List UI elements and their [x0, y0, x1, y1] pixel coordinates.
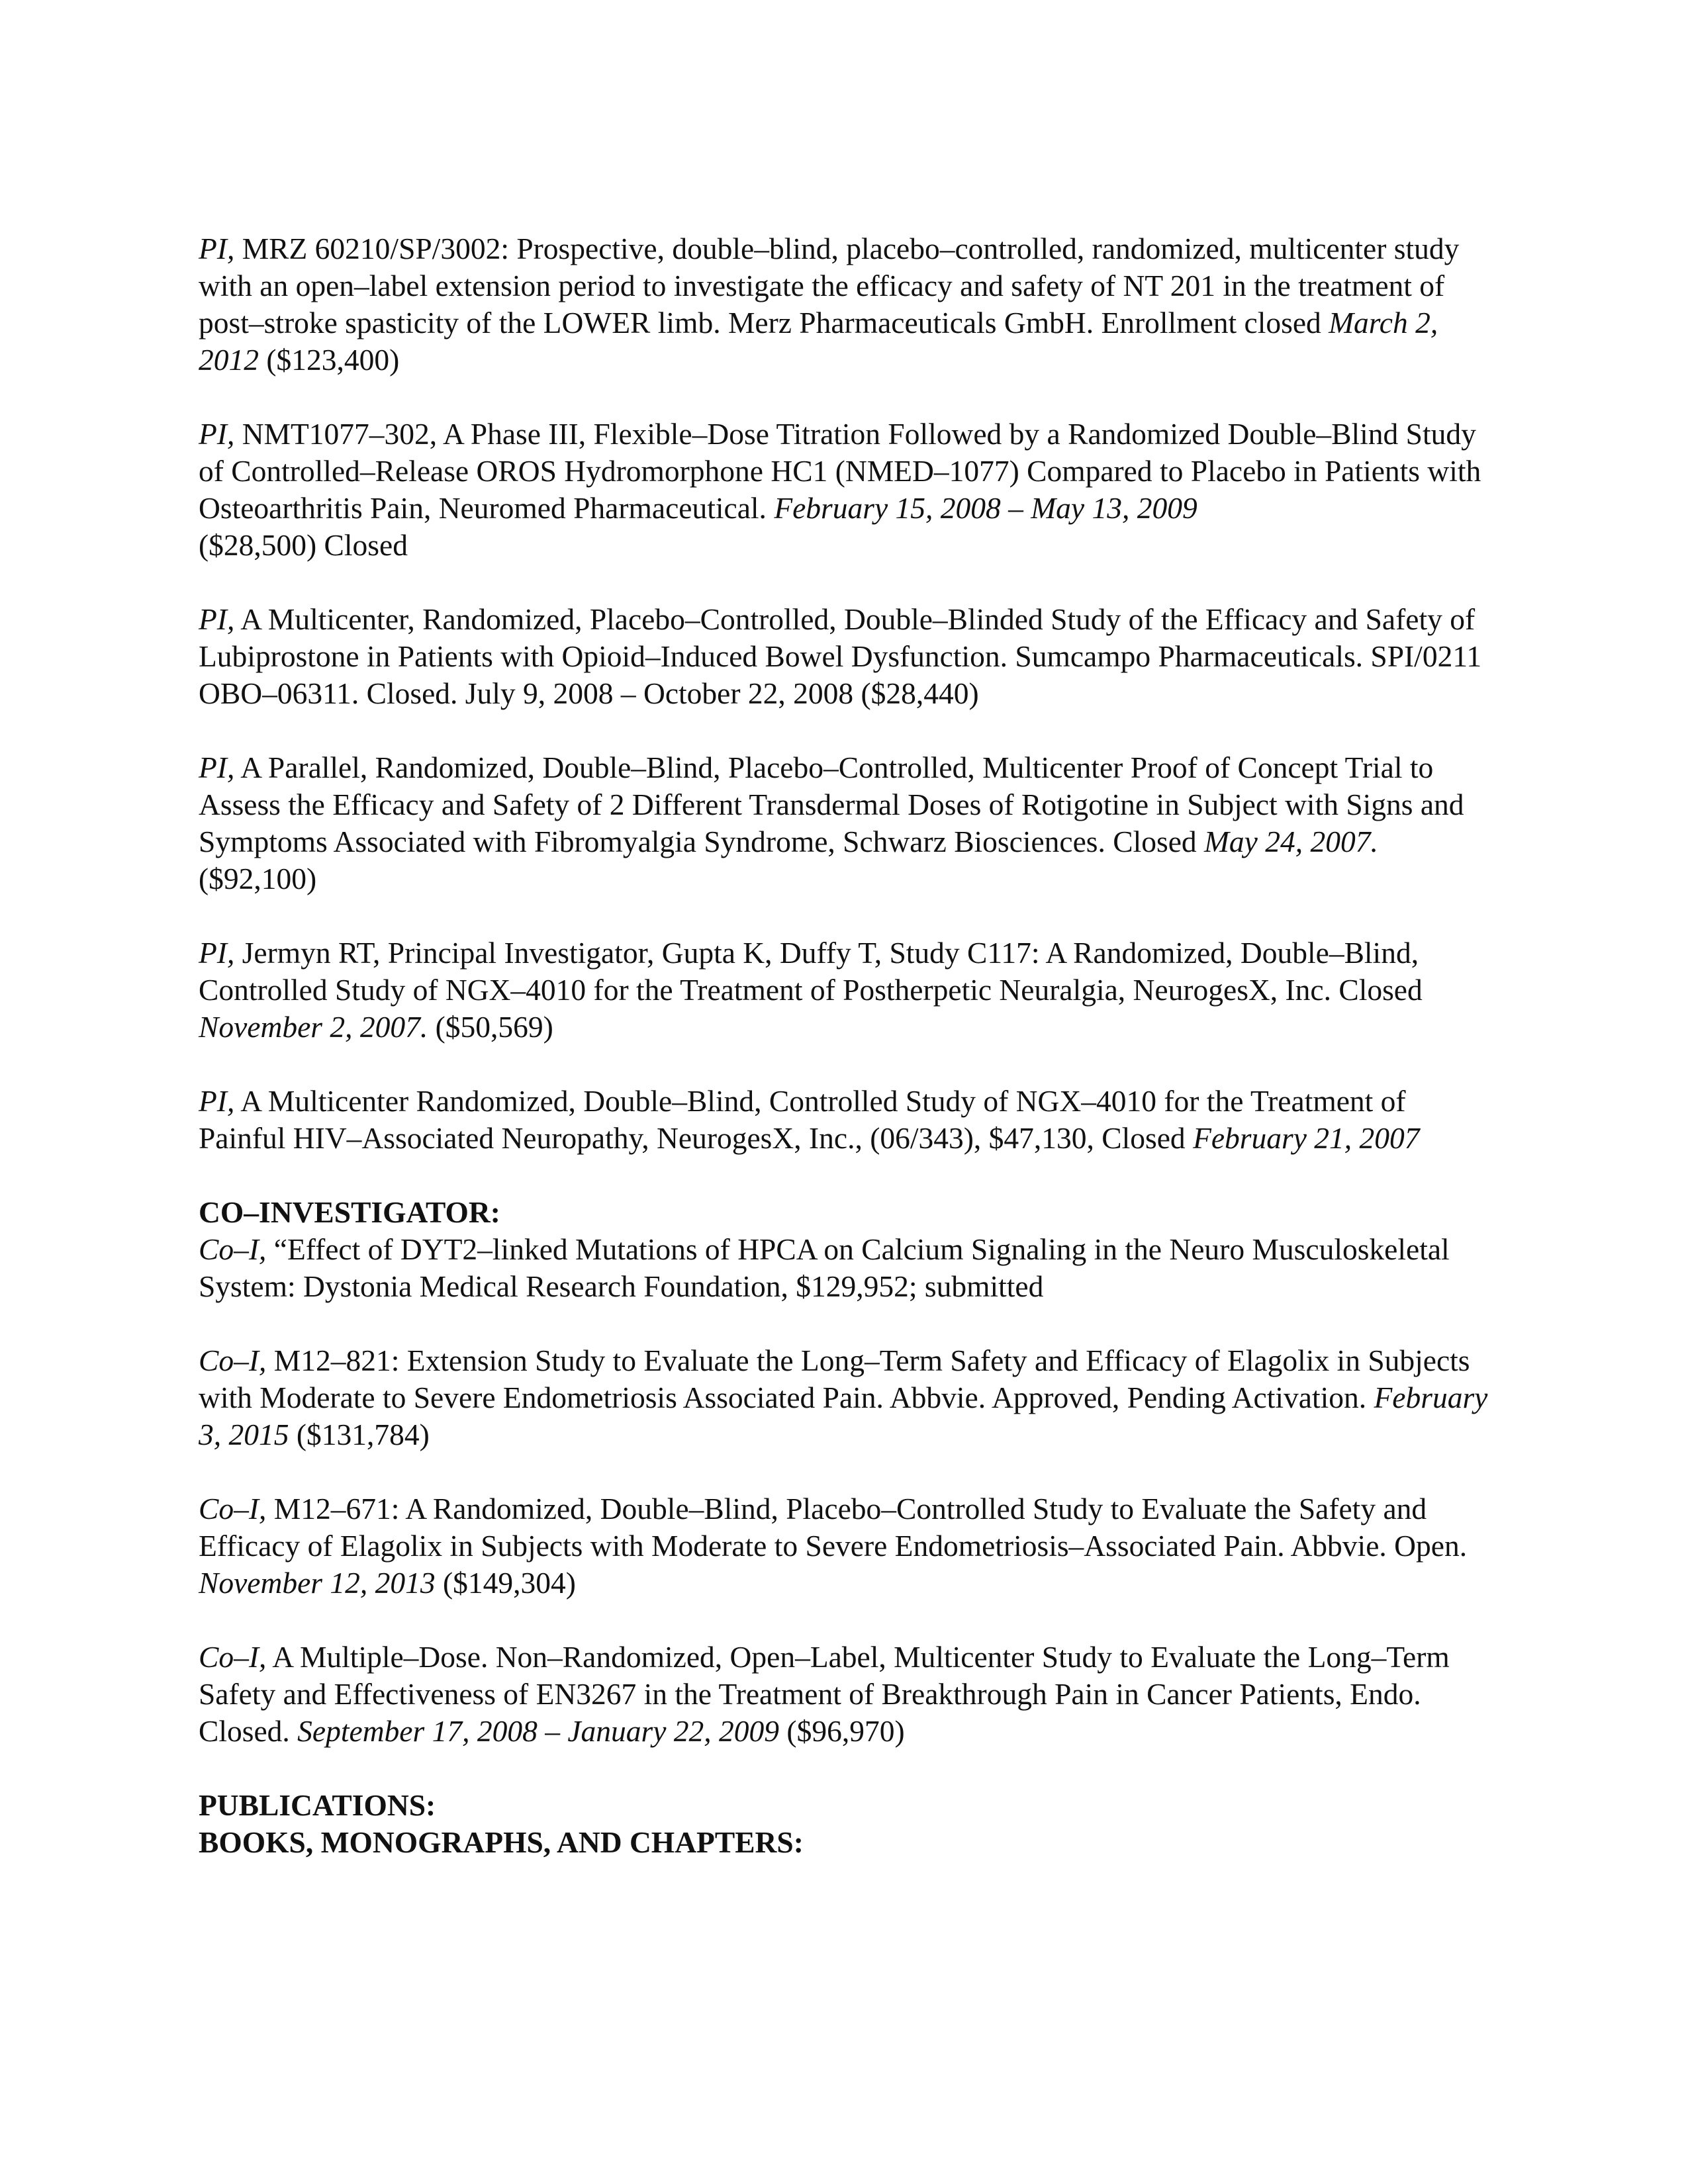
entry-tail: ($50,569) [428, 1010, 553, 1044]
entry-text: MRZ 60210/SP/3002: Prospective, double–blind, placebo–controlled, randomized, multicenter study with an open–label extension period to investigate the efficacy and safety of NT 201 in the treatment of post–stroke spasticity of the LOWER limb. Merz Pharmaceuticals GmbH. Enrollment closed [199, 232, 1460, 340]
entry-text: “Effect of DYT2–linked Mutations of HPCA on Calcium Signaling in the Neuro Musculoskeletal System: Dystonia Medical Research Foundation, $129,952; submitted [199, 1232, 1450, 1303]
pi-entry-3 [199, 601, 1489, 712]
pi-entry-4 [199, 749, 1489, 897]
entry-date: November 2, 2007. [199, 1010, 428, 1044]
entry-role: PI, [199, 602, 235, 636]
entry-role: Co–I, [199, 1232, 267, 1266]
co-investigator-heading: CO–INVESTIGATOR: [199, 1195, 500, 1229]
entry-tail: ($28,500) Closed [199, 528, 408, 562]
entry-tail: ($131,784) [289, 1418, 430, 1451]
entry-text: A Multicenter, Randomized, Placebo–Controlled, Double–Blinded Study of the Efficacy and Safety of Lubiprostone in Patients with Opioid–Induced Bowel Dysfunction. Sumcampo Pharmaceuticals. SPI/0211 OBO–06311. Closed. July 9, 2008 – October 22, 2008 ($28,440) [199, 602, 1482, 710]
entry-role: PI, [199, 751, 235, 784]
pi-entry-6 [199, 1083, 1489, 1157]
pi-entry-1 [199, 230, 1489, 379]
pi-entry-2 [199, 416, 1489, 564]
co-entry-1 [199, 1231, 1489, 1305]
entry-role: PI, [199, 232, 235, 265]
entry-tail: ($92,100) [199, 862, 317, 895]
entry-text: M12–821: Extension Study to Evaluate the Long–Term Safety and Efficacy of Elagolix in Subjects with Moderate to Severe Endometriosis Associated Pain. Abbvie. Approved, Pending Activation. [199, 1343, 1470, 1414]
entry-text: Jermyn RT, Principal Investigator, Gupta K, Duffy T, Study C117: A Randomized, Double–Blind, Controlled Study of NGX–4010 for the Treatment of Postherpetic Neuralgia, NeurogesX, Inc. Closed [199, 936, 1423, 1007]
entry-text: A Parallel, Randomized, Double–Blind, Placebo–Controlled, Multicenter Proof of Concept Trial to Assess the Efficacy and Safety of 2 Different Transdermal Doses of Rotigotine in Subject with Signs and Symptoms Associated with Fibromyalgia Syndrome, Schwarz Biosciences. Closed [199, 751, 1464, 858]
entry-date: February 21, 2007 [1193, 1121, 1420, 1155]
entry-date: May 24, 2007. [1204, 825, 1378, 858]
co-entry-2 [199, 1342, 1489, 1453]
books-monographs-chapters-heading: BOOKS, MONOGRAPHS, AND CHAPTERS: [199, 1825, 804, 1859]
entry-role: Co–I, [199, 1343, 267, 1377]
co-entry-4 [199, 1639, 1489, 1750]
entry-tail: ($149,304) [435, 1566, 576, 1600]
entry-date: February 3, 2015 [199, 1381, 1488, 1451]
pi-entry-5 [199, 934, 1489, 1046]
entry-role: Co–I, [199, 1640, 267, 1674]
entry-tail: ($96,970) [779, 1714, 905, 1748]
entry-text: A Multicenter Randomized, Double–Blind, Controlled Study of NGX–4010 for the Treatment of Painful HIV–Associated Neuropathy, NeurogesX, Inc., (06/343), $47,130, Closed [199, 1084, 1406, 1155]
entry-date: November 12, 2013 [199, 1566, 436, 1600]
entry-role: Co–I, [199, 1492, 267, 1525]
entry-text: M12–671: A Randomized, Double–Blind, Placebo–Controlled Study to Evaluate the Safety and Efficacy of Elagolix in Subjects with Moderate to Severe Endometriosis–Associated Pain. Abbvie. Open. [199, 1492, 1468, 1563]
entry-text: A Multiple–Dose. Non–Randomized, Open–Label, Multicenter Study to Evaluate the Long–Term Safety and Effectiveness of EN3267 in the Treatment of Breakthrough Pain in Cancer Patients, Endo. Closed. [199, 1640, 1450, 1748]
entry-date: March 2, 2012 [199, 306, 1438, 377]
entry-text: NMT1077–302, A Phase III, Flexible–Dose Titration Followed by a Randomized Double–Blind Study of Controlled–Release OROS Hydromorphone HC1 (NMED–1077) Compared to Placebo in Patients with Osteoarthritis Pain, Neuromed Pharmaceutical. [199, 417, 1481, 525]
document-content [199, 230, 1489, 1861]
entry-date: February 15, 2008 – May 13, 2009 [774, 491, 1197, 525]
co-entry-3 [199, 1490, 1489, 1602]
entry-role: PI, [199, 1084, 235, 1118]
entry-tail: ($123,400) [259, 343, 400, 377]
publications-heading: PUBLICATIONS: [199, 1788, 436, 1822]
entry-role: PI, [199, 936, 235, 970]
entry-date: September 17, 2008 – January 22, 2009 [297, 1714, 780, 1748]
entry-role: PI, [199, 417, 235, 451]
